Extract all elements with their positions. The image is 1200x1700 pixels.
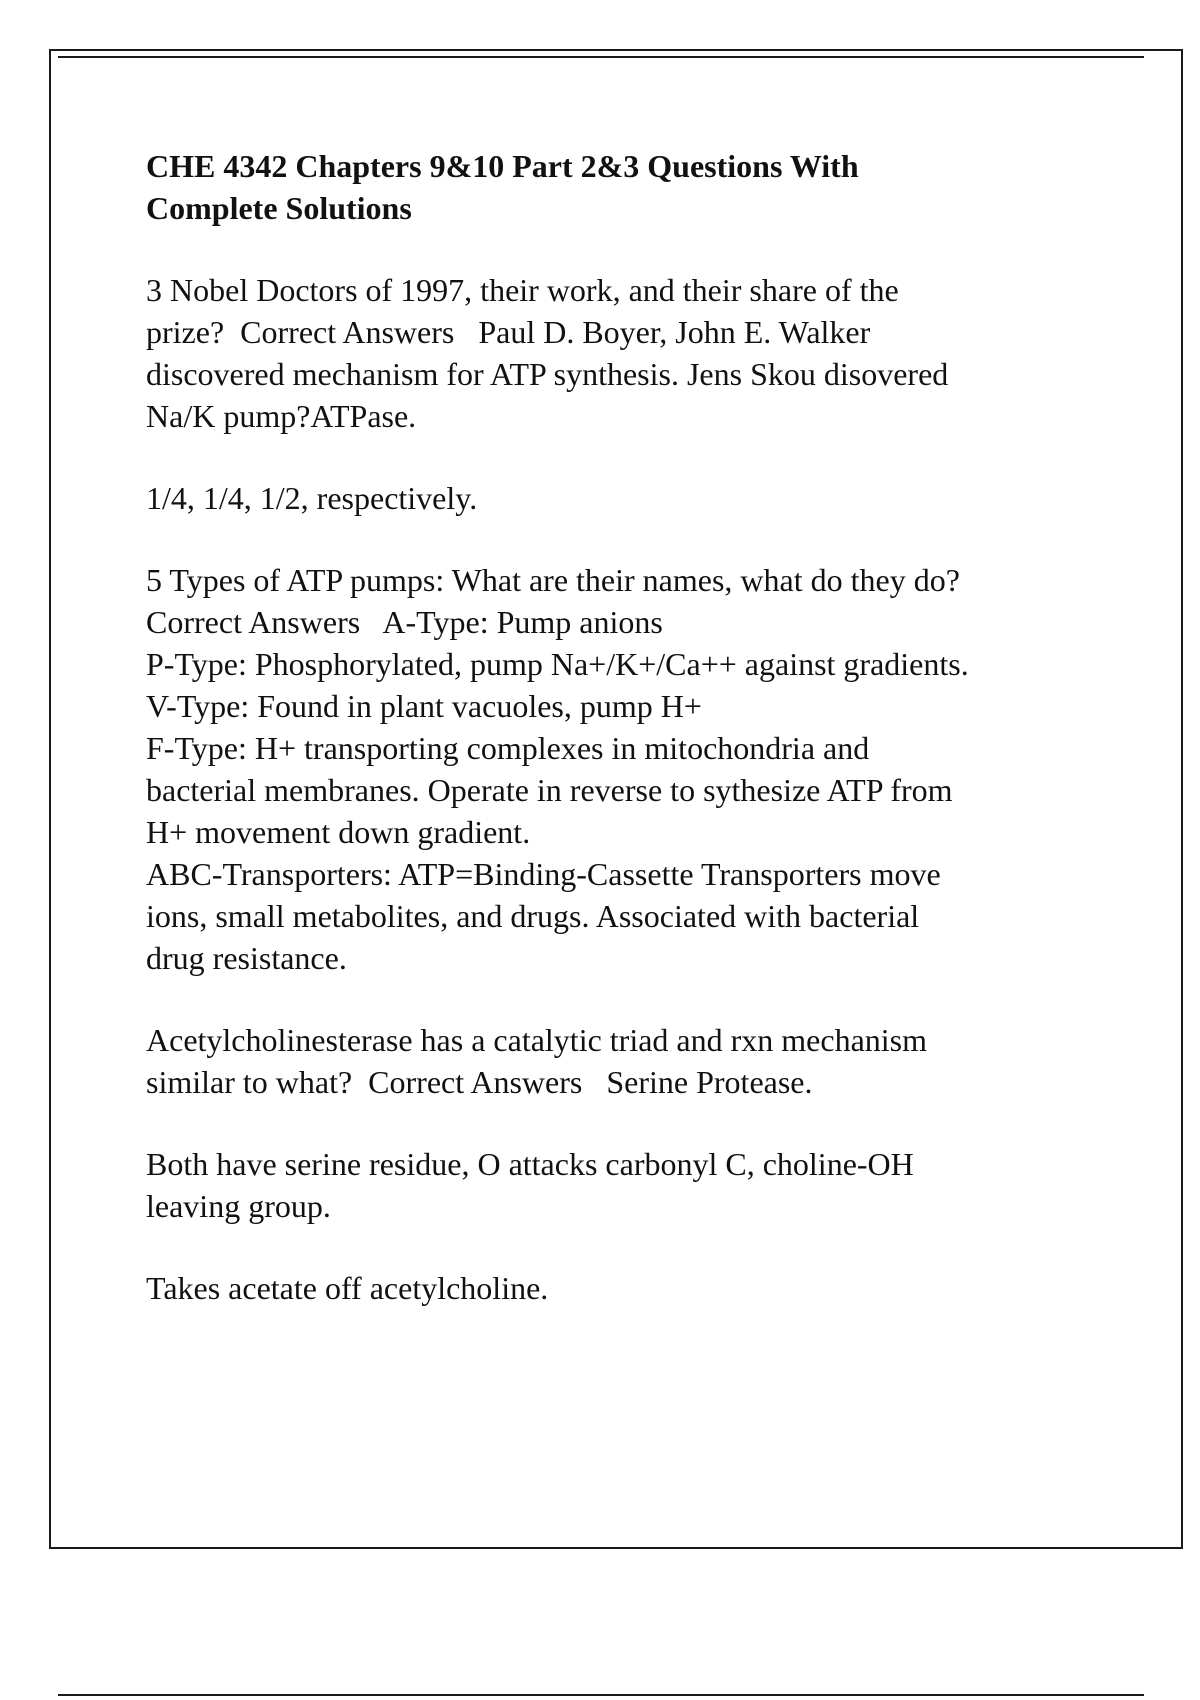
text-line: discovered mechanism for ATP synthesis. Jens Skou disovered — [146, 356, 949, 392]
text-line: 5 Types of ATP pumps: What are their names, what do they do? — [146, 562, 960, 598]
text-line: leaving group. — [146, 1188, 331, 1224]
text-line: drug resistance. — [146, 940, 347, 976]
footer-rule — [58, 1694, 1144, 1696]
document-body — [146, 145, 1106, 1349]
paragraph-acetylcholinesterase — [146, 1019, 1106, 1103]
text-line: F-Type: H+ transporting complexes in mitochondria and — [146, 730, 870, 766]
text-line: 3 Nobel Doctors of 1997, their work, and their share of the — [146, 272, 899, 308]
text-line: P-Type: Phosphorylated, pump Na+/K+/Ca++ against gradients. — [146, 646, 969, 682]
paragraph-acetate — [146, 1267, 1106, 1309]
text-line: V-Type: Found in plant vacuoles, pump H+ — [146, 688, 702, 724]
text-line: 1/4, 1/4, 1/2, respectively. — [146, 480, 478, 516]
text-line: Correct Answers A-Type: Pump anions — [146, 604, 663, 640]
text-line: bacterial membranes. Operate in reverse to sythesize ATP from — [146, 772, 953, 808]
text-line: H+ movement down gradient. — [146, 814, 531, 850]
text-line: ABC-Transporters: ATP=Binding-Cassette Transporters move — [146, 856, 941, 892]
text-line: similar to what? Correct Answers Serine Protease. — [146, 1064, 813, 1100]
text-line: prize? Correct Answers Paul D. Boyer, John E. Walker — [146, 314, 871, 350]
paragraph-atp-pumps — [146, 559, 1106, 979]
text-line: Na/K pump?ATPase. — [146, 398, 417, 434]
text-line: Acetylcholinesterase has a catalytic triad and rxn mechanism — [146, 1022, 928, 1058]
document-title: CHE 4342 Chapters 9&10 Part 2&3 Questions With Complete Solutions — [146, 148, 859, 226]
text-line: ions, small metabolites, and drugs. Associated with bacterial — [146, 898, 920, 934]
paragraph-prize-share — [146, 477, 1106, 519]
text-line: Both have serine residue, O attacks carbonyl C, choline-OH — [146, 1146, 914, 1182]
header-rule — [58, 56, 1144, 58]
paragraph-serine-residue — [146, 1143, 1106, 1227]
text-line: Takes acetate off acetylcholine. — [146, 1270, 549, 1306]
paragraph-nobel — [146, 269, 1106, 437]
